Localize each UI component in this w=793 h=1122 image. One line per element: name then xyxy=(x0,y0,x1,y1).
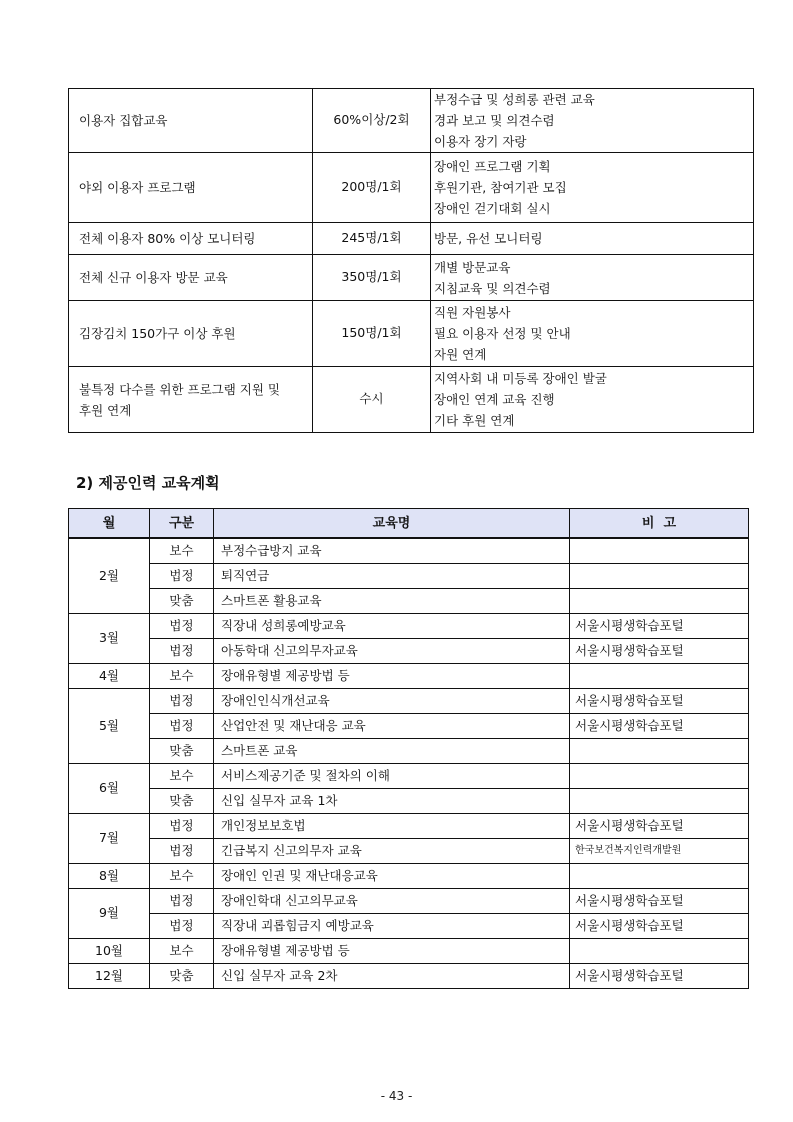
month-cell: 12월 xyxy=(69,964,150,989)
category-cell: 맞춤 xyxy=(150,739,214,764)
detail-line: 개별 방문교육 xyxy=(434,259,511,275)
detail-line: 부정수급 및 성희롱 관련 교육 xyxy=(434,92,595,107)
category-cell: 보수 xyxy=(150,939,214,964)
header-course-name: 교육명 xyxy=(214,509,570,539)
program-name: 김장김치 150가구 이상 후원 xyxy=(79,326,236,341)
table-row xyxy=(69,255,754,301)
course-name-cell: 신입 실무자 교육 1차 xyxy=(214,789,570,814)
month-cell: 8월 xyxy=(69,864,150,889)
table-row xyxy=(69,614,749,639)
course-name-cell: 직장내 괴롭힘금지 예방교육 xyxy=(214,914,570,939)
course-name-cell: 퇴직연금 xyxy=(214,564,570,589)
table-row xyxy=(69,223,754,255)
table-row xyxy=(69,639,749,664)
table-row xyxy=(69,89,754,153)
category-cell: 맞춤 xyxy=(150,964,214,989)
course-name-cell: 직장내 성희롱예방교육 xyxy=(214,614,570,639)
table-row xyxy=(69,889,749,914)
program-cell xyxy=(69,255,313,301)
table-row xyxy=(69,538,749,564)
category-cell: 보수 xyxy=(150,764,214,789)
detail-line: 장애인 프로그램 기획 xyxy=(434,159,551,174)
details-cell xyxy=(431,89,754,153)
table-row xyxy=(69,864,749,889)
note-cell xyxy=(570,564,749,589)
program-name: 이용자 집합교육 xyxy=(79,113,168,128)
note-cell: 서울시평생학습포털 xyxy=(570,689,749,714)
header-note: 비 고 xyxy=(570,509,749,539)
table-row xyxy=(69,689,749,714)
table-row xyxy=(69,914,749,939)
table-row xyxy=(69,714,749,739)
detail-line: 이용자 장기 자랑 xyxy=(434,134,527,149)
note-cell xyxy=(570,538,749,564)
detail-line: 방문, 유선 모니터링 xyxy=(434,231,543,246)
program-plan-table xyxy=(68,88,754,433)
table-row xyxy=(69,964,749,989)
program-name: 전체 이용자 80% 이상 모니터링 xyxy=(79,231,256,246)
target-cell: 245명/1회 xyxy=(313,223,431,255)
month-cell: 4월 xyxy=(69,664,150,689)
category-cell: 법정 xyxy=(150,564,214,589)
course-name-cell: 개인정보보호법 xyxy=(214,814,570,839)
course-name-cell: 스마트폰 활용교육 xyxy=(214,589,570,614)
staff-training-table xyxy=(68,508,749,989)
table-row xyxy=(69,564,749,589)
table-row xyxy=(69,939,749,964)
category-cell: 법정 xyxy=(150,914,214,939)
course-name-cell: 장애유형별 제공방법 등 xyxy=(214,939,570,964)
category-cell: 법정 xyxy=(150,814,214,839)
table-header-row xyxy=(69,509,749,539)
month-cell: 6월 xyxy=(69,764,150,814)
category-cell: 법정 xyxy=(150,614,214,639)
table-row xyxy=(69,301,754,367)
program-name: 야외 이용자 프로그램 xyxy=(79,180,196,195)
month-cell: 2월 xyxy=(69,538,150,614)
detail-line: 후원기관, 참여기관 모집 xyxy=(434,180,567,195)
table-row xyxy=(69,153,754,223)
target-cell: 150명/1회 xyxy=(313,301,431,367)
detail-line: 필요 이용자 선정 및 안내 xyxy=(434,326,571,341)
details-cell xyxy=(431,367,754,433)
note-cell xyxy=(570,864,749,889)
detail-line: 지역사회 내 미등록 장애인 발굴 xyxy=(434,371,607,386)
table-row xyxy=(69,739,749,764)
target-cell: 200명/1회 xyxy=(313,153,431,223)
note-cell: 서울시평생학습포털 xyxy=(570,614,749,639)
category-cell: 보수 xyxy=(150,538,214,564)
program-cell xyxy=(69,301,313,367)
detail-line: 장애인 연계 교육 진행 xyxy=(434,392,555,407)
program-cell xyxy=(69,89,313,153)
category-cell: 법정 xyxy=(150,839,214,864)
detail-line: 자원 연계 xyxy=(434,347,487,362)
table-row xyxy=(69,839,749,864)
table-row xyxy=(69,367,754,433)
month-cell: 10월 xyxy=(69,939,150,964)
table-row xyxy=(69,664,749,689)
category-cell: 보수 xyxy=(150,864,214,889)
table-row xyxy=(69,789,749,814)
target-cell: 수시 xyxy=(313,367,431,433)
course-name-cell: 장애인학대 신고의무교육 xyxy=(214,889,570,914)
category-cell: 법정 xyxy=(150,639,214,664)
course-name-cell: 부정수급방지 교육 xyxy=(214,538,570,564)
category-cell: 보수 xyxy=(150,664,214,689)
section-title: 2) 제공인력 교육계획 xyxy=(76,474,220,492)
month-cell: 7월 xyxy=(69,814,150,864)
detail-line: 장애인 걷기대회 실시 xyxy=(434,201,551,216)
course-name-cell: 장애인인식개선교육 xyxy=(214,689,570,714)
note-cell: 한국보건복지인력개발원 xyxy=(570,839,749,864)
table-row xyxy=(69,814,749,839)
program-cell xyxy=(69,367,313,433)
details-cell xyxy=(431,153,754,223)
note-cell xyxy=(570,939,749,964)
note-cell: 서울시평생학습포털 xyxy=(570,714,749,739)
month-cell: 3월 xyxy=(69,614,150,664)
program-cell xyxy=(69,153,313,223)
program-name: 전체 신규 이용자 방문 교육 xyxy=(79,270,228,285)
table-row xyxy=(69,589,749,614)
note-cell: 서울시평생학습포털 xyxy=(570,914,749,939)
course-name-cell: 아동학대 신고의무자교육 xyxy=(214,639,570,664)
course-name-cell: 장애유형별 제공방법 등 xyxy=(214,664,570,689)
note-cell: 서울시평생학습포털 xyxy=(570,889,749,914)
category-cell: 법정 xyxy=(150,714,214,739)
details-cell xyxy=(431,223,754,255)
header-category: 구분 xyxy=(150,509,214,539)
course-name-cell: 산업안전 및 재난대응 교육 xyxy=(214,714,570,739)
target-cell: 60%이상/2회 xyxy=(313,89,431,153)
details-cell xyxy=(431,301,754,367)
category-cell: 법정 xyxy=(150,689,214,714)
course-name-cell: 신입 실무자 교육 2차 xyxy=(214,964,570,989)
category-cell: 맞춤 xyxy=(150,789,214,814)
table-row xyxy=(69,764,749,789)
note-cell xyxy=(570,589,749,614)
note-cell xyxy=(570,664,749,689)
course-name-cell: 서비스제공기준 및 절차의 이해 xyxy=(214,764,570,789)
detail-line: 경과 보고 및 의견수렴 xyxy=(434,113,555,128)
program-name: 불특정 다수를 위한 프로그램 지원 및 xyxy=(79,381,280,397)
page-number: - 43 - xyxy=(380,1089,413,1103)
month-cell: 5월 xyxy=(69,689,150,764)
note-cell: 서울시평생학습포털 xyxy=(570,639,749,664)
header-month: 월 xyxy=(69,509,150,539)
note-cell xyxy=(570,789,749,814)
month-cell: 9월 xyxy=(69,889,150,939)
program-name: 후원 연계 xyxy=(79,402,132,418)
target-cell: 350명/1회 xyxy=(313,255,431,301)
note-cell: 서울시평생학습포털 xyxy=(570,814,749,839)
course-name-cell: 장애인 인권 및 재난대응교육 xyxy=(214,864,570,889)
category-cell: 맞춤 xyxy=(150,589,214,614)
category-cell: 법정 xyxy=(150,889,214,914)
course-name-cell: 스마트폰 교육 xyxy=(214,739,570,764)
detail-line: 기타 후원 연계 xyxy=(434,413,515,428)
course-name-cell: 긴급복지 신고의무자 교육 xyxy=(214,839,570,864)
detail-line: 직원 자원봉사 xyxy=(434,305,511,320)
note-cell xyxy=(570,764,749,789)
program-cell xyxy=(69,223,313,255)
detail-line: 지침교육 및 의견수렴 xyxy=(434,280,551,296)
note-cell xyxy=(570,739,749,764)
details-cell xyxy=(431,255,754,301)
note-cell: 서울시평생학습포털 xyxy=(570,964,749,989)
